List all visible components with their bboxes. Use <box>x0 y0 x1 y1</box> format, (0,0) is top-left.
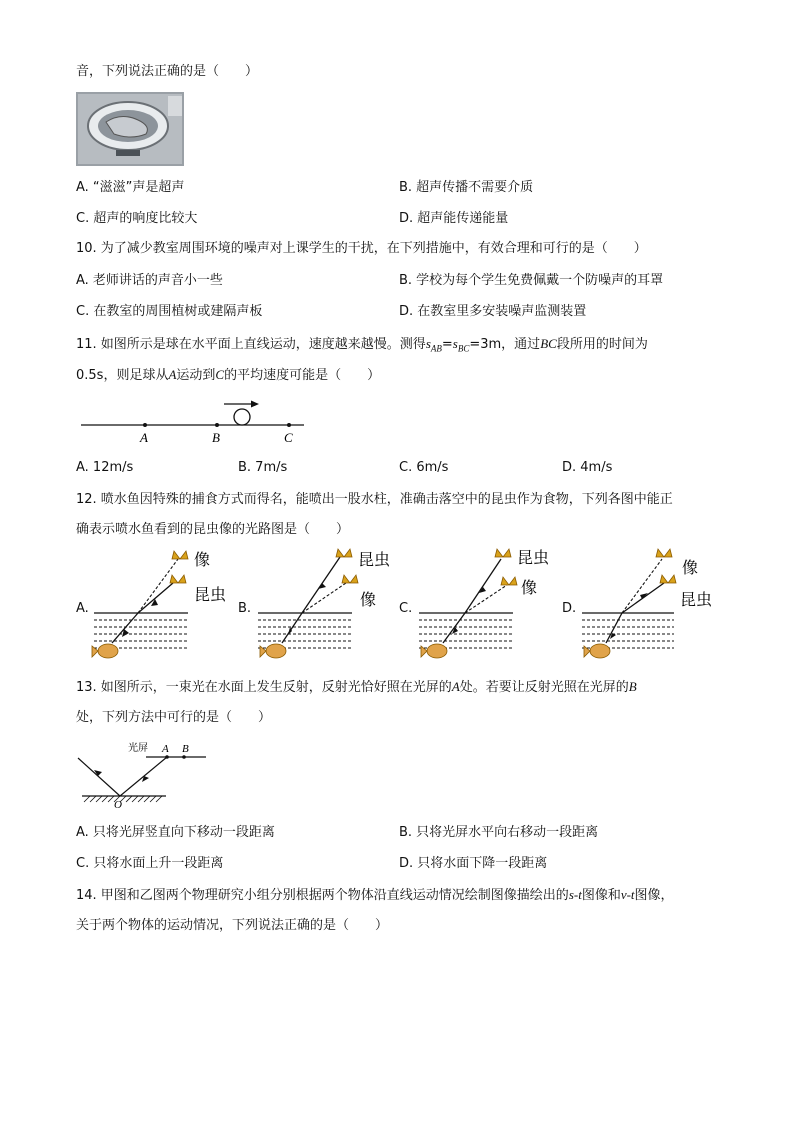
ultrasonic-cleaner-photo <box>76 92 184 166</box>
q9-option-d: D. 超声能传递能量 <box>399 211 509 226</box>
q11-option-c: C. 6m/s <box>399 460 449 475</box>
q11-label-c: C <box>284 430 293 445</box>
q9-option-c: C. 超声的响度比较大 <box>76 211 198 226</box>
q12-d-label-image: 像 <box>682 558 699 577</box>
q12-b-label-image: 像 <box>360 590 377 609</box>
q13-label-o: O <box>114 799 122 810</box>
q11-option-a: A. 12m/s <box>76 460 134 475</box>
insect-image-icon <box>342 575 358 583</box>
q10-option-b: B. 学校为每个学生免费佩戴一个防噪声的耳罩 <box>399 273 664 288</box>
q13-option-d: D. 只将水面下降一段距离 <box>399 856 548 871</box>
insect-image-icon <box>501 577 517 585</box>
q10-stem: 10. 为了减少教室周围环境的噪声对上课学生的干扰，在下列措施中，有效合理和可行的是（ ） <box>76 241 647 256</box>
q11-stem-line2: 0.5s，则足球从A运动到C的平均速度可能是（ ） <box>76 367 381 383</box>
q11-label-b: B <box>212 430 220 445</box>
q13-option-a: A. 只将光屏竖直向下移动一段距离 <box>76 825 275 840</box>
q14-stem-line1: 14. 甲图和乙图两个物理研究小组分别根据两个物体沿直线运动情况绘制图像描绘出的s-t图像和v-t图像， <box>76 887 674 903</box>
q13-stem-line1: 13. 如图所示，一束光在水面上发生反射，反射光恰好照在光屏的A处。若要让反射光照在光屏的B <box>76 679 637 695</box>
q12-figure-c <box>413 545 563 667</box>
q12-figure-d <box>576 545 726 667</box>
q13-label-screen: 光屏 <box>128 743 148 754</box>
q12-a-label-image: 像 <box>194 550 211 569</box>
q12-option-c-letter: C. <box>399 601 413 616</box>
q13-label-b: B <box>182 743 189 755</box>
q10-option-c: C. 在教室的周围植树或建隔声板 <box>76 304 263 319</box>
q12-option-d-letter: D. <box>562 601 577 616</box>
q12-option-a-letter: A. <box>76 601 89 616</box>
q12-d-label-insect: 昆虫 <box>680 590 713 609</box>
q13-option-c: C. 只将水面上升一段距离 <box>76 856 224 871</box>
fish-icon <box>92 644 118 658</box>
q13-label-a: A <box>162 743 169 755</box>
insect-image-icon <box>172 551 188 559</box>
fish-icon <box>421 644 447 658</box>
q9-option-b: B. 超声传播不需要介质 <box>399 180 534 195</box>
fish-icon <box>260 644 286 658</box>
q12-stem-line2: 确表示喷水鱼看到的昆虫像的光路图是（ ） <box>76 522 350 537</box>
q12-c-label-insect: 昆虫 <box>517 548 550 567</box>
q14-stem-line2: 关于两个物体的运动情况，下列说法正确的是（ ） <box>76 918 389 933</box>
insect-image-icon <box>656 549 672 557</box>
fish-icon <box>584 644 610 658</box>
q12-stem-line1: 12. 喷水鱼因特殊的捕食方式而得名，能喷出一股水柱，准确击落空中的昆虫作为食物，下列各图中能正 <box>76 492 673 507</box>
q10-option-d: D. 在教室里多安装噪声监测装置 <box>399 304 587 319</box>
q11-stem-line1: 11. 如图所示是球在水平面上直线运动，速度越来越慢。测得$s_{AB}=s_{BC}=3m$，通过BC段所用的时间为 <box>76 336 648 354</box>
insect-icon <box>336 549 352 557</box>
q11-option-d: D. 4m/s <box>562 460 613 475</box>
q11-motion-figure <box>76 398 316 446</box>
q13-reflection-figure <box>76 738 216 810</box>
q9-option-a: A. “滋滋”声是超声 <box>76 180 185 195</box>
q11-label-a: A <box>140 430 148 445</box>
insect-icon <box>170 575 186 583</box>
q13-stem-line2: 处，下列方法中可行的是（ ） <box>76 710 272 725</box>
insect-icon <box>660 575 676 583</box>
q11-option-b: B. 7m/s <box>238 460 288 475</box>
q12-b-label-insect: 昆虫 <box>358 550 391 569</box>
q12-figure-b <box>252 545 402 667</box>
q12-option-b-letter: B. <box>238 601 252 616</box>
q13-option-b: B. 只将光屏水平向右移动一段距离 <box>399 825 599 840</box>
q12-a-label-insect: 昆虫 <box>194 585 227 604</box>
insect-icon <box>495 549 511 557</box>
q10-option-a: A. 老师讲话的声音小一些 <box>76 273 223 288</box>
q12-figure-a <box>90 545 240 667</box>
q9-stem: 音，下列说法正确的是（ ） <box>76 64 259 79</box>
q12-c-label-image: 像 <box>521 578 538 597</box>
